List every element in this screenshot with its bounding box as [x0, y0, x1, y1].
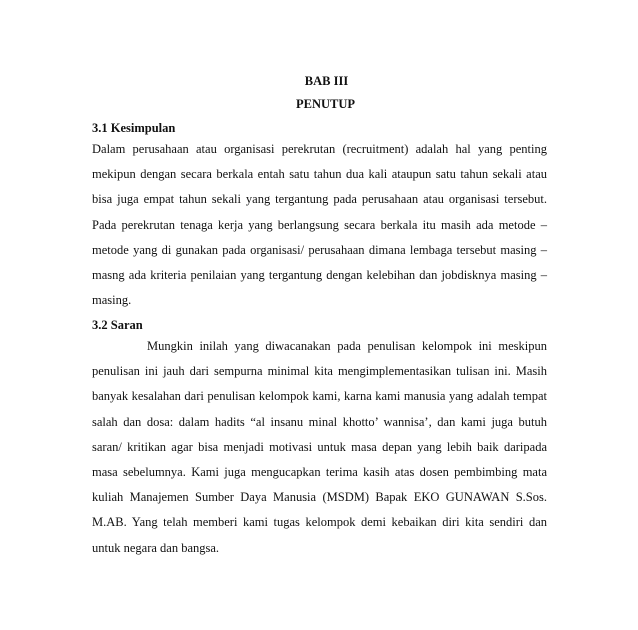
- chapter-title: PENUTUP: [295, 97, 356, 111]
- section-heading-kesimpulan: 3.1 Kesimpulan: [92, 121, 176, 135]
- section-heading-saran: 3.2 Saran: [92, 318, 143, 332]
- paragraph-kesimpulan: Dalam perusahaan atau organisasi perekrutan (recruitment) adalah hal yang penting mekipun dengan secara berkala entah satu tahun dua kali ataupun satu tahun sekali atau bisa juga empat tahun sekali yang tergantung pada perusahaan atau organisasi tersebut. Pada perekrutan tenaga kerja yang berlangsung secara berkala itu masih ada metode – metode yang di gunakan pada organisasi/ perusahaan dimana lembaga tersebut masing – masng ada kriteria penilaian yang tergantung dengan kelebihan dan jobdisknya masing – masing.: [92, 142, 547, 308]
- paragraph-saran: Mungkin inilah yang diwacanakan pada penulisan kelompok ini meskipun penulisan ini jauh dari sempurna minimal kita mengimplementasikan tulisan ini. Masih banyak kesalahan dari penulisan kelompok kami, karna kami manusia yang adalah tempat salah dan dosa: dalam hadits “al insanu minal khotto’ wannisa’, dan kami juga butuh saran/ kritikan agar bisa menjadi motivasi untuk masa depan yang lebih baik daripada masa sebelumnya. Kami juga mengucapkan terima kasih atas dosen pembimbing mata kuliah Manajemen Sumber Daya Manusia (MSDM) Bapak EKO GUNAWAN S.Sos. M.AB. Yang telah memberi kami tugas kelompok demi kebaikan diri kita sendiri dan untuk negara dan bangsa.: [92, 339, 547, 555]
- chapter-number: BAB III: [304, 74, 349, 88]
